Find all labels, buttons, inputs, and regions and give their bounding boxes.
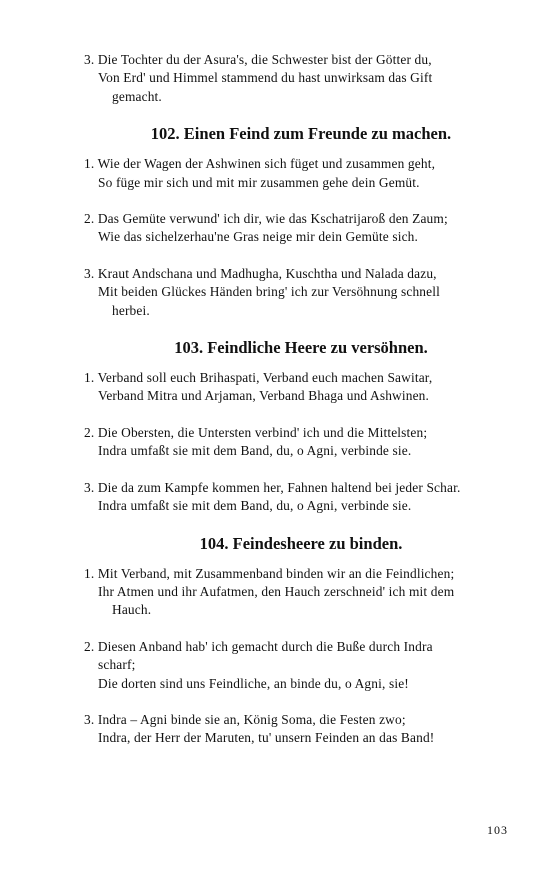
verse-line: Hauch. [112,602,152,618]
verse-line: Ihr Atmen und ihr Aufatmen, den Hauch zerschneid' ich mit dem [98,583,455,599]
verse-line: 3. Die Tochter du der Asura's, die Schwester bist der Götter du, [84,52,432,67]
verse-104-1 [84,565,514,620]
verse-line: Die dorten sind uns Feindliche, an binde du, o Agni, sie! [98,675,409,691]
verse-intro-3 [84,51,514,106]
verse-line: 1. Verband soll euch Brihaspati, Verband euch machen Sawitar, [84,370,433,386]
verse-line: 1. Wie der Wagen der Ashwinen sich füget und zusammen geht, [84,156,436,172]
verse-line: herbei. [112,302,150,318]
verse-line: 1. Mit Verband, mit Zusammenband binden wir an die Feindlichen; [84,565,455,581]
verse-line: Indra umfaßt sie mit dem Band, du, o Agni, verbinde sie. [98,443,412,459]
page-number: 103 [487,823,508,837]
verse-103-1 [84,369,514,406]
section-heading-102: 102. Einen Feind zum Freunde zu machen. [150,124,452,144]
verse-103-2 [84,424,514,461]
verse-line: gemacht. [112,88,162,104]
verse-102-3 [84,265,514,320]
verse-line: 3. Indra – Agni binde sie an, König Soma, die Festen zwo; [84,711,406,727]
verse-line: Indra umfaßt sie mit dem Band, du, o Agni, verbinde sie. [98,498,412,514]
verse-line: 2. Die Obersten, die Untersten verbind' ich und die Mittelsten; [84,424,428,440]
verse-line: So füge mir sich und mit mir zusammen gehe dein Gemüt. [98,174,420,190]
verse-line: 3. Die da zum Kampfe kommen her, Fahnen haltend bei jeder Schar. [84,479,461,495]
verse-102-2 [84,210,514,247]
verse-line: scharf; [98,657,136,673]
verse-104-2 [84,638,514,693]
verse-102-1 [84,155,514,192]
page-content [84,51,514,748]
verse-line: Indra, der Herr der Maruten, tu' unsern Feinden an das Band! [98,730,435,746]
verse-line: 3. Kraut Andschana und Madhugha, Kuschtha und Nalada dazu, [84,265,437,281]
verse-line: 2. Diesen Anband hab' ich gemacht durch die Buße durch Indra [84,638,433,654]
section-heading-104: 104. Feindesheere zu binden. [199,533,403,553]
verse-line: 2. Das Gemüte verwund' ich dir, wie das Kschatrijaroß den Zaum; [84,211,448,227]
verse-line: Von Erd' und Himmel stammend du hast unwirksam das Gift [98,70,433,86]
verse-line: Mit beiden Glückes Händen bring' ich zur Versöhnung schnell [98,284,440,300]
verse-line: Verband Mitra und Arjaman, Verband Bhaga und Ashwinen. [98,388,430,404]
section-heading-103: 103. Feindliche Heere zu versöhnen. [174,338,428,358]
verse-103-3 [84,479,514,516]
verse-104-3 [84,711,514,748]
verse-line: Wie das sichelzerhau'ne Gras neige mir dein Gemüte sich. [98,229,418,245]
